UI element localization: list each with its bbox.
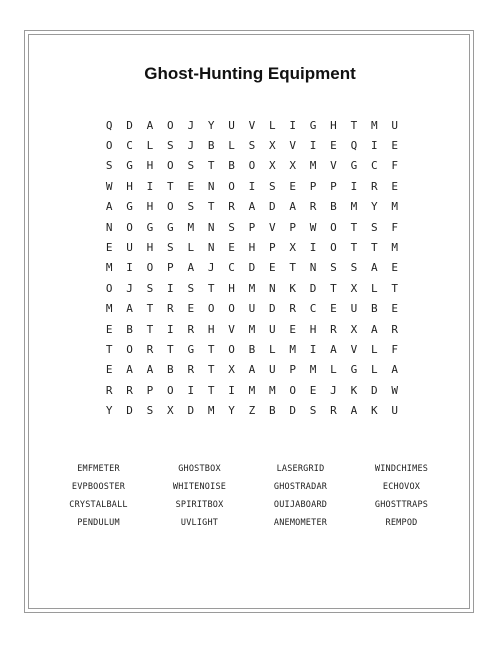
grid-letter: E [289, 322, 297, 336]
grid-letter: M [309, 159, 317, 173]
grid-letter: L [370, 363, 378, 377]
grid-letter: J [207, 261, 215, 275]
grid-letter: S [187, 200, 195, 214]
grid-letter: H [126, 179, 133, 193]
grid-letter: X [289, 241, 297, 255]
grid-letter: M [269, 383, 276, 397]
grid-letter: K [350, 383, 358, 397]
grid-letter: H [146, 200, 154, 214]
grid-letter: I [350, 179, 358, 193]
grid-letter: E [105, 241, 113, 255]
grid-letter: Y [370, 200, 378, 214]
grid-letter: L [187, 241, 195, 255]
grid-letter: Q [105, 118, 113, 132]
grid-letter: D [309, 281, 317, 295]
grid-letter: A [289, 200, 297, 214]
grid-letter: K [289, 281, 297, 295]
grid-letter: T [146, 302, 154, 316]
grid-letter: Y [105, 404, 113, 418]
grid-letter: T [350, 118, 358, 132]
grid-letter: X [269, 139, 276, 153]
grid-letter: X [269, 159, 276, 173]
grid-letter: G [167, 220, 174, 234]
grid-letter: C [370, 159, 378, 173]
grid-letter: S [146, 404, 154, 418]
grid-letter: L [269, 118, 276, 132]
grid-letter: T [105, 342, 113, 356]
grid-letter: A [248, 200, 256, 214]
grid-letter: E [228, 241, 235, 255]
grid-letter: E [289, 179, 297, 193]
grid-letter: A [330, 342, 337, 356]
grid-letter: R [330, 322, 337, 336]
grid-letter: A [370, 261, 378, 275]
grid-letter: M [370, 118, 378, 132]
grid-letter: D [289, 404, 297, 418]
grid-letter: A [146, 118, 154, 132]
grid-letter: L [370, 281, 378, 295]
word-list-item: PENDULUM [77, 518, 120, 528]
word-list-item: GHOSTRADAR [273, 482, 328, 492]
grid-letter: P [248, 220, 256, 234]
grid-letter: D [187, 404, 195, 418]
grid-letter: B [167, 363, 174, 377]
grid-letter: W [391, 383, 398, 397]
grid-letter: T [330, 281, 337, 295]
grid-letter: P [269, 241, 276, 255]
grid-letter: R [126, 383, 133, 397]
grid-letter: S [167, 241, 174, 255]
grid-letter: R [187, 363, 195, 377]
grid-letter: M [391, 241, 398, 255]
grid-letter: N [105, 220, 113, 234]
grid-letter: O [167, 118, 174, 132]
grid-letter: C [228, 261, 235, 275]
grid-letter: D [269, 200, 276, 214]
grid-letter: I [167, 281, 174, 295]
grid-letter: O [228, 342, 235, 356]
grid-letter: E [309, 383, 317, 397]
grid-letter: A [105, 200, 113, 214]
letter-grid [99, 115, 405, 421]
grid-letter: J [330, 383, 337, 397]
grid-letter: N [269, 281, 276, 295]
grid-letter: M [248, 322, 256, 336]
grid-letter: I [289, 118, 297, 132]
word-list-item: GHOSTBOX [178, 464, 221, 474]
grid-letter: U [391, 118, 398, 132]
grid-letter: X [350, 281, 358, 295]
grid-letter: U [269, 363, 276, 377]
grid-letter: O [105, 281, 113, 295]
grid-letter: U [228, 118, 235, 132]
grid-letter: T [167, 179, 174, 193]
word-list-item: SPIRITBOX [175, 500, 224, 510]
grid-letter: V [350, 342, 358, 356]
grid-letter: T [207, 342, 215, 356]
puzzle-title: Ghost-Hunting Equipment [144, 64, 356, 83]
grid-letter: G [146, 220, 154, 234]
grid-letter: J [187, 139, 195, 153]
grid-letter: X [228, 363, 235, 377]
grid-letter: H [146, 159, 154, 173]
word-list-item: EVPBOOSTER [71, 482, 126, 492]
grid-letter: L [370, 342, 378, 356]
grid-letter: T [207, 159, 215, 173]
grid-letter: E [391, 302, 398, 316]
word-list-item: UVLIGHT [180, 518, 219, 528]
grid-letter: U [269, 322, 276, 336]
grid-letter: O [228, 302, 235, 316]
grid-letter: R [228, 200, 235, 214]
grid-letter: R [330, 404, 337, 418]
grid-letter: I [248, 179, 256, 193]
grid-letter: G [350, 159, 358, 173]
grid-letter: E [391, 139, 398, 153]
grid-letter: O [289, 383, 297, 397]
word-list-item: OUIJABOARD [273, 500, 328, 510]
grid-letter: C [126, 139, 133, 153]
grid-letter: A [187, 261, 195, 275]
grid-letter: M [248, 383, 256, 397]
grid-letter: R [289, 302, 297, 316]
grid-letter: G [126, 200, 133, 214]
grid-letter: I [309, 241, 317, 255]
grid-letter: M [105, 261, 113, 275]
grid-letter: U [248, 302, 256, 316]
grid-letter: B [207, 139, 215, 153]
grid-letter: R [105, 383, 113, 397]
grid-letter: S [269, 179, 276, 193]
grid-letter: U [350, 302, 358, 316]
grid-letter: R [146, 342, 154, 356]
grid-letter: M [289, 342, 297, 356]
grid-letter: J [126, 281, 133, 295]
grid-letter: O [167, 159, 174, 173]
grid-letter: J [187, 118, 195, 132]
grid-letter: F [391, 159, 398, 173]
grid-letter: M [391, 200, 398, 214]
grid-letter: X [167, 404, 174, 418]
grid-letter: T [207, 383, 215, 397]
grid-letter: V [269, 220, 276, 234]
grid-letter: R [309, 200, 317, 214]
grid-letter: M [105, 302, 113, 316]
grid-letter: Q [350, 139, 358, 153]
grid-letter: I [228, 383, 235, 397]
grid-letter: G [187, 342, 195, 356]
word-list-item: REMPOD [385, 518, 418, 528]
grid-letter: P [330, 179, 337, 193]
grid-letter: M [207, 404, 215, 418]
grid-letter: E [105, 322, 113, 336]
grid-letter: I [167, 322, 174, 336]
grid-letter: C [309, 302, 317, 316]
grid-letter: R [187, 322, 195, 336]
word-list-item: CRYSTALBALL [69, 500, 128, 510]
grid-letter: N [207, 179, 215, 193]
grid-letter: A [248, 363, 256, 377]
grid-letter: R [370, 179, 378, 193]
grid-letter: T [350, 220, 358, 234]
grid-letter: V [330, 159, 337, 173]
grid-letter: B [126, 322, 133, 336]
grid-letter: S [309, 404, 317, 418]
grid-letter: I [370, 139, 378, 153]
grid-letter: X [289, 159, 297, 173]
grid-letter: O [167, 200, 174, 214]
grid-letter: A [391, 363, 398, 377]
grid-letter: W [309, 220, 317, 234]
grid-letter: L [228, 139, 235, 153]
grid-letter: P [309, 179, 317, 193]
grid-letter: H [330, 118, 337, 132]
grid-letter: O [167, 383, 174, 397]
grid-letter: O [126, 342, 133, 356]
grid-letter: H [228, 281, 235, 295]
grid-letter: T [350, 241, 358, 255]
grid-letter: T [289, 261, 297, 275]
grid-letter: N [207, 220, 215, 234]
word-list [48, 460, 452, 532]
grid-letter: A [126, 363, 133, 377]
grid-letter: L [269, 342, 276, 356]
grid-letter: P [167, 261, 174, 275]
grid-letter: H [207, 322, 215, 336]
grid-letter: D [370, 383, 378, 397]
grid-letter: O [330, 241, 337, 255]
grid-letter: H [309, 322, 317, 336]
grid-letter: S [187, 159, 195, 173]
grid-letter: O [105, 139, 113, 153]
grid-letter: T [146, 322, 154, 336]
grid-letter: S [248, 139, 256, 153]
grid-letter: E [330, 302, 337, 316]
grid-letter: R [167, 302, 174, 316]
grid-letter: I [126, 261, 133, 275]
grid-letter: M [309, 363, 317, 377]
grid-letter: O [330, 220, 337, 234]
word-list-item: WINDCHIMES [374, 464, 429, 474]
grid-letter: B [370, 302, 378, 316]
grid-letter: F [391, 220, 398, 234]
grid-letter: I [309, 342, 317, 356]
grid-letter: R [391, 322, 398, 336]
word-list-item: ANEMOMETER [273, 518, 328, 528]
grid-letter: U [126, 241, 133, 255]
grid-letter: I [187, 383, 195, 397]
grid-letter: V [248, 118, 256, 132]
grid-letter: P [289, 220, 297, 234]
grid-letter: V [289, 139, 297, 153]
word-list-item: LASERGRID [276, 464, 325, 474]
grid-letter: D [126, 404, 133, 418]
grid-letter: S [350, 261, 358, 275]
grid-letter: D [269, 302, 276, 316]
grid-letter: F [391, 342, 398, 356]
grid-letter: M [187, 220, 195, 234]
grid-letter: T [207, 200, 215, 214]
grid-letter: T [207, 363, 215, 377]
grid-letter: M [248, 281, 256, 295]
grid-letter: W [105, 179, 113, 193]
grid-letter: Y [228, 404, 235, 418]
grid-letter: S [146, 281, 154, 295]
grid-letter: V [228, 322, 235, 336]
grid-letter: M [350, 200, 358, 214]
grid-letter: S [187, 281, 195, 295]
grid-letter: Y [207, 118, 215, 132]
grid-letter: H [248, 241, 256, 255]
grid-letter: O [207, 302, 215, 316]
grid-letter: P [289, 363, 297, 377]
grid-letter: B [330, 200, 337, 214]
grid-letter: G [350, 363, 358, 377]
grid-letter: O [126, 220, 133, 234]
grid-letter: B [248, 342, 256, 356]
grid-letter: A [350, 404, 358, 418]
word-list-item: EMFMETER [77, 464, 120, 474]
grid-letter: T [207, 281, 215, 295]
grid-letter: D [248, 261, 256, 275]
grid-letter: E [391, 179, 398, 193]
grid-letter: S [228, 220, 235, 234]
grid-letter: G [309, 118, 317, 132]
grid-letter: P [146, 383, 154, 397]
word-list-item: WHITENOISE [172, 482, 227, 492]
grid-letter: S [370, 220, 378, 234]
grid-letter: O [248, 159, 256, 173]
grid-letter: E [391, 261, 398, 275]
grid-letter: E [187, 179, 195, 193]
grid-letter: T [167, 342, 174, 356]
grid-letter: S [330, 261, 337, 275]
grid-letter: K [370, 404, 378, 418]
grid-letter: D [126, 118, 133, 132]
grid-letter: N [207, 241, 215, 255]
grid-letter: T [391, 281, 398, 295]
grid-letter: E [105, 363, 113, 377]
grid-letter: A [126, 302, 133, 316]
grid-letter: L [146, 139, 154, 153]
grid-letter: L [330, 363, 337, 377]
grid-letter: A [146, 363, 154, 377]
grid-letter: E [330, 139, 337, 153]
grid-letter: E [269, 261, 276, 275]
grid-letter: S [167, 139, 174, 153]
grid-letter: O [228, 179, 235, 193]
grid-letter: S [105, 159, 113, 173]
grid-letter: N [309, 261, 317, 275]
grid-letter: H [146, 241, 154, 255]
grid-letter: E [187, 302, 195, 316]
grid-letter: I [309, 139, 317, 153]
grid-letter: B [228, 159, 235, 173]
grid-letter: Z [248, 404, 256, 418]
grid-letter: A [370, 322, 378, 336]
grid-letter: B [269, 404, 276, 418]
grid-letter: X [350, 322, 358, 336]
word-list-item: GHOSTTRAPS [374, 500, 429, 510]
grid-letter: T [370, 241, 378, 255]
grid-letter: G [126, 159, 133, 173]
grid-letter: I [146, 179, 154, 193]
grid-letter: U [391, 404, 398, 418]
grid-letter: O [146, 261, 154, 275]
word-list-item: ECHOVOX [382, 482, 421, 492]
